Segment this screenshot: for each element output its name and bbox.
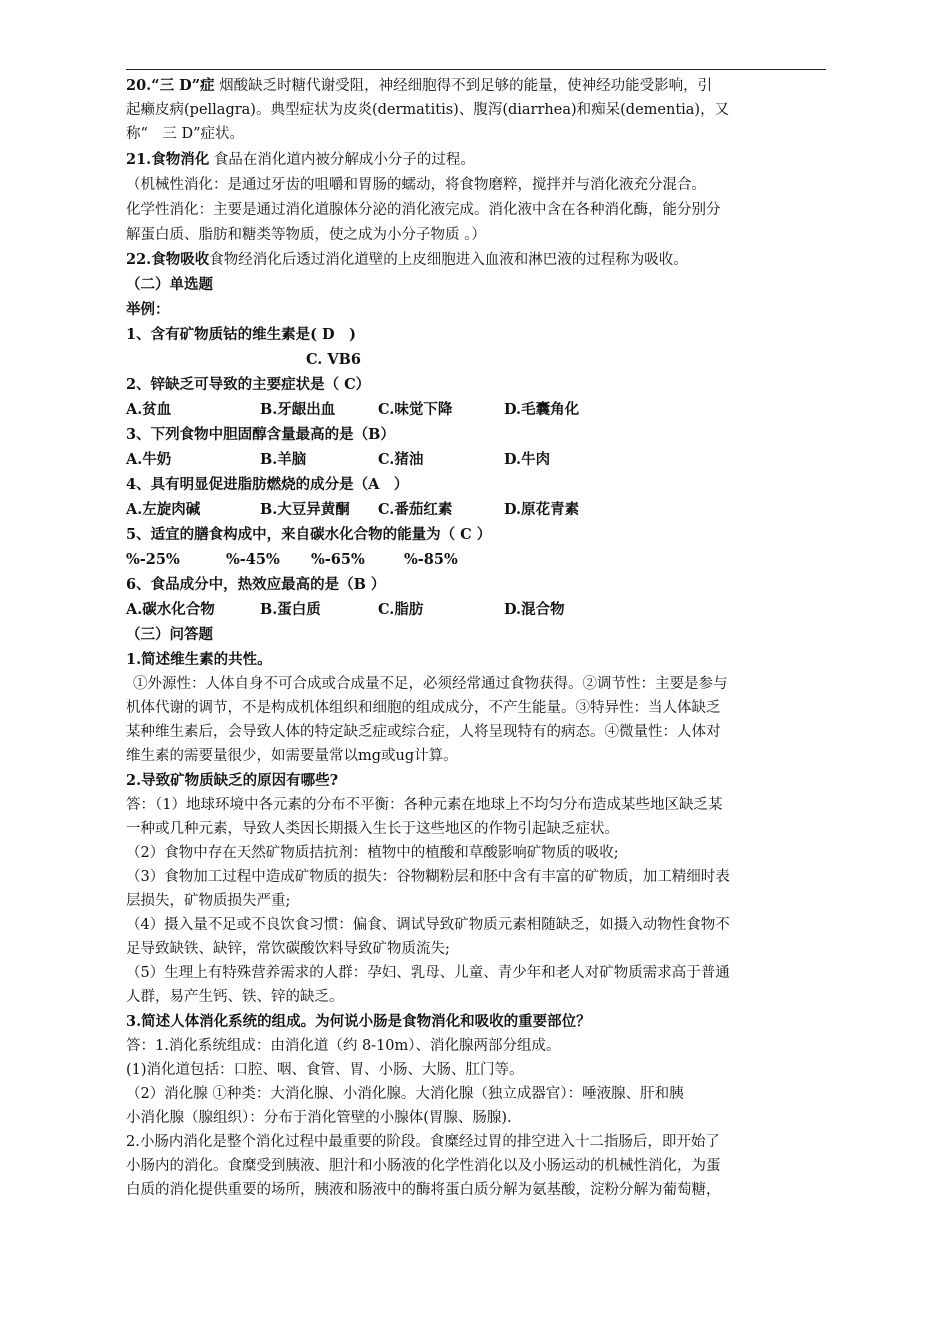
q20-term: 20.“三 D”症 [126, 77, 215, 94]
essay3-line4: 小消化腺（腺组织）：分布于消化管壁的小腺体(胃腺、肠腺). [126, 1110, 512, 1126]
essay1-line1: ①外源性：人体自身不可合成或合成量不足，必须经常通过食物获得。②调节性：主要是参与 [133, 676, 728, 692]
essay3-title: 3.简述人体消化系统的组成。为何说小肠是食物消化和吸收的重要部位？ [126, 1013, 591, 1030]
essay2-line5: 层损失，矿物质损失严重; [126, 893, 291, 909]
mcq3-option-a: A.牛奶 [126, 451, 172, 468]
mcq2-option-b: B.牙龈出血 [260, 401, 336, 418]
q21-line4: 解蛋白质、脂肪和糖类等物质，使之成为小分子物质 。） [126, 227, 486, 243]
mcq6-option-b: B.蛋白质 [260, 601, 321, 618]
mcq4-option-d: D.原花青素 [504, 501, 580, 518]
essay2-line4: （3）食物加工过程中造成矿物质的损失：谷物糊粉层和胚中含有丰富的矿物质，加工精细时表 [126, 869, 730, 885]
header-rule [126, 69, 826, 70]
section3-title: （三）问答题 [126, 626, 213, 643]
essay2-line1: 答：（1）地球环境中各元素的分布不平衡：各种元素在地球上不均匀分布造成某些地区缺乏某 [126, 797, 723, 813]
q21-line2: （机械性消化：是通过牙齿的咀嚼和胃肠的蠕动，将食物磨粹，搅拌并与消化液充分混合。 [126, 177, 706, 193]
essay1-line3: 某种维生素后，会导致人体的特定缺乏症或综合症，人将呈现特有的病态。④微量性：人体对 [126, 724, 721, 740]
q20-line3: 称“ 三 D”症状。 [126, 126, 245, 142]
mcq6-option-a: A.碳水化合物 [126, 601, 215, 618]
essay3-line6: 小肠内的消化。食糜受到胰液、胆汁和小肠液的化学性消化以及小肠运动的机械性消化，为蛋 [126, 1158, 721, 1174]
mcq2-option-a: A.贫血 [126, 401, 172, 418]
essay3-line1: 答：1.消化系统组成：由消化道（约 8-10m）、消化腺两部分组成。 [126, 1038, 561, 1054]
mcq6-option-d: D.混合物 [504, 601, 565, 618]
mcq5-option-c: %-65% [311, 551, 365, 568]
essay2-line9: 人群，易产生钙、铁、锌的缺乏。 [126, 989, 344, 1005]
q22-line [126, 250, 688, 270]
mcq5-stem: 5、适宜的膳食构成中，来自碳水化合物的能量为（ C ） [126, 526, 492, 543]
essay2-title: 2.导致矿物质缺乏的原因有哪些? [126, 772, 339, 789]
essay2-line6: （4）摄入量不足或不良饮食习惯：偏食、调试导致矿物质元素相随缺乏，如摄入动物性食物不 [126, 917, 730, 933]
q20-text: 烟酸缺乏时糖代谢受阻，神经细胞得不到足够的能量，使神经功能受影响，引 [214, 78, 713, 94]
essay1-line2: 机体代谢的调节，不是构成机体组织和细胞的组成成分，不产生能量。③特异性：当人体缺乏 [126, 700, 721, 716]
mcq4-option-c: C.番茄红素 [378, 501, 453, 518]
essay3-line3: （2）消化腺 ①种类：大消化腺、小消化腺。大消化腺（独立成器官）：唾液腺、肝和胰 [126, 1086, 684, 1102]
essay1-line4: 维生素的需要量很少，如需要量常以mg或ug计算。 [126, 748, 458, 764]
q21-line3: 化学性消化：主要是通过消化道腺体分泌的消化液完成。消化液中含在各种消化酶，能分别分 [126, 202, 721, 218]
q22-text: 食物经消化后透过消化道壁的上皮细胞进入血液和淋巴液的过程称为吸收。 [209, 252, 688, 268]
mcq2-stem: 2、锌缺乏可导致的主要症状是（ C） [126, 376, 371, 393]
mcq3-stem: 3、下列食物中胆固醇含量最高的是（B） [126, 426, 395, 443]
mcq6-option-c: C.脂肪 [378, 601, 424, 618]
essay1-title: 1.简述维生素的共性。 [126, 651, 272, 668]
mcq2-option-c: C.味觉下降 [378, 401, 453, 418]
essay3-line5: 2.小肠内消化是整个消化过程中最重要的阶段。食糜经过胃的排空进入十二指肠后，即开始了 [126, 1134, 720, 1150]
essay2-line8: （5）生理上有特殊营养需求的人群：孕妇、乳母、儿童、青少年和老人对矿物质需求高于普通 [126, 965, 730, 981]
mcq4-option-b: B.大豆异黄酮 [260, 501, 350, 518]
mcq1-option-c: C. VB6 [306, 351, 361, 368]
q20-line1 [126, 76, 712, 96]
mcq2-option-d: D.毛囊角化 [504, 401, 580, 418]
q22-term: 22.食物吸收 [126, 251, 210, 268]
mcq3-option-b: B.羊脑 [260, 451, 307, 468]
mcq4-option-a: A.左旋肉碱 [126, 501, 201, 518]
q20-line2: 起癞皮病(pellagra)。典型症状为皮炎(dermatitis)、腹泻(diarrhea)和痴呆(dementia)，又 [126, 102, 730, 118]
essay3-line2: (1)消化道包括：口腔、咽、食管、胃、小肠、大肠、肛门等。 [126, 1062, 524, 1078]
essay2-line7: 足导致缺铁、缺锌，常饮碳酸饮料导致矿物质流失; [126, 941, 450, 957]
mcq1-stem: 1、含有矿物质钴的维生素是( D ) [126, 326, 356, 343]
q21-text: 食品在消化道内被分解成小分子的过程。 [209, 152, 475, 168]
q21-line1 [126, 150, 475, 170]
section2-title: （二）单选题 [126, 276, 213, 293]
mcq3-option-c: C.猪油 [378, 451, 424, 468]
essay3-line7: 白质的消化提供重要的场所，胰液和肠液中的酶将蛋白质分解为氨基酸，淀粉分解为葡萄糖， [126, 1182, 721, 1198]
q21-term: 21.食物消化 [126, 151, 210, 168]
mcq4-stem: 4、具有明显促进脂肪燃烧的成分是（A ） [126, 476, 409, 493]
section2-example: 举例： [126, 301, 170, 318]
essay2-line2: 一种或几种元素，导致人类因长期摄入生长于这些地区的作物引起缺乏症状。 [126, 821, 619, 837]
mcq5-option-d: %-85% [404, 551, 458, 568]
mcq5-option-a: %-25% [126, 551, 180, 568]
essay2-line3: （2）食物中存在天然矿物质拮抗剂：植物中的植酸和草酸影响矿物质的吸收; [126, 845, 619, 861]
mcq6-stem: 6、食品成分中，热效应最高的是（B ） [126, 576, 386, 593]
mcq5-option-b: %-45% [226, 551, 280, 568]
mcq3-option-d: D.牛肉 [504, 451, 551, 468]
